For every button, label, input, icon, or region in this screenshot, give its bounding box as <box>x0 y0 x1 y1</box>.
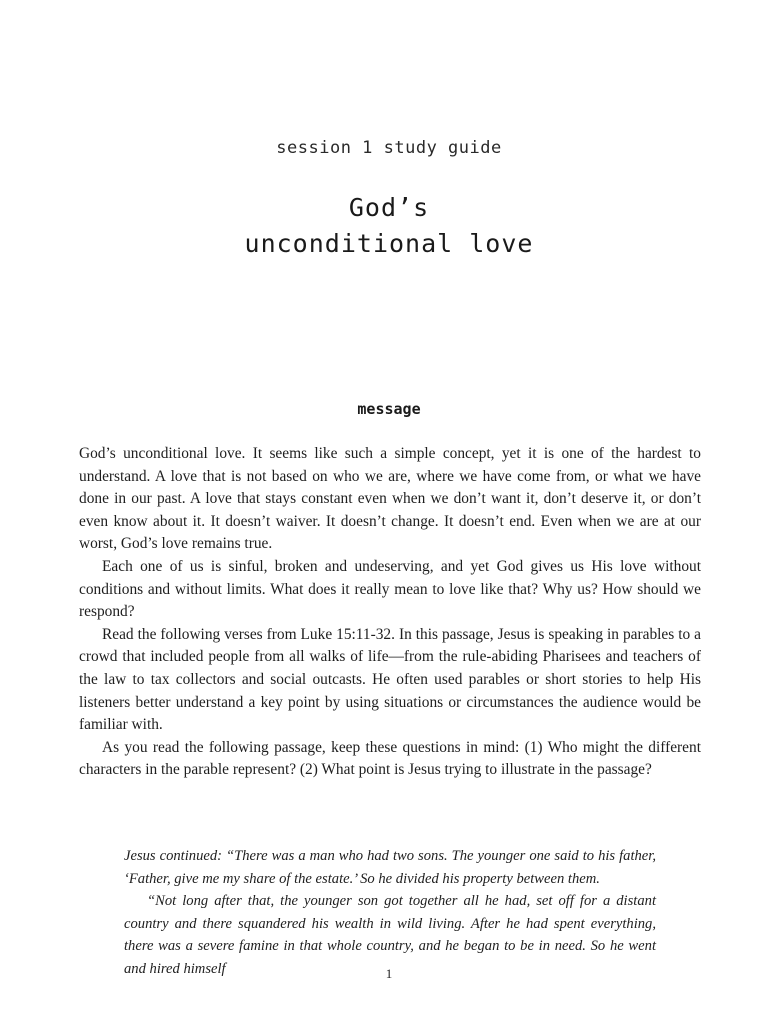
body-text <box>79 443 701 782</box>
scripture-quote <box>124 845 656 981</box>
quote-paragraph: Jesus continued: “There was a man who had two sons. The younger one said to his father, ‘Father, give me my share of the estate.’ So he divided his property between them. <box>124 848 656 887</box>
body-paragraph: Read the following verses from Luke 15:11-32. In this passage, Jesus is speaking in parables to a crowd that included people from all walks of life—from the rule-abiding Pharisees and teachers of the law to tax collectors and social outcasts. He often used parables or short stories to help His listeners better understand a key point by using situations or circumstances the audience would be familiar with. <box>79 625 701 734</box>
title-line-1: God’s <box>348 193 430 222</box>
body-paragraph: As you read the following passage, keep these questions in mind: (1) Who might the different characters in the parable represent? (2) What point is Jesus trying to illustrate in the passage? <box>79 738 701 779</box>
page-title <box>0 190 768 262</box>
session-label: session 1 study guide <box>276 138 502 158</box>
body-paragraph: God’s unconditional love. It seems like such a simple concept, yet it is one of the hardest to understand. A love that is not based on who we are, where we have come from, or what we have done in our past. A love that stays constant even when we don’t want it, don’t deserve it, or don’t even know about it. It doesn’t waiver. It doesn’t change. It doesn’t end. Even when we are at our worst, God’s love remains true. <box>79 445 701 553</box>
title-line-2: unconditional love <box>244 229 534 258</box>
body-paragraph: Each one of us is sinful, broken and undeserving, and yet God gives us His love without conditions and without limits. What does it really mean to love like that? Why us? How should we respond? <box>79 557 701 621</box>
section-heading: message <box>357 400 421 418</box>
page-number: 1 <box>385 966 393 981</box>
quote-paragraph: “Not long after that, the younger son got together all he had, set off for a distant country and there squandered his wealth in wild living. After he had spent everything, there was a severe famine in that whole country, and he began to be in need. So he went and hired himself <box>124 893 656 977</box>
